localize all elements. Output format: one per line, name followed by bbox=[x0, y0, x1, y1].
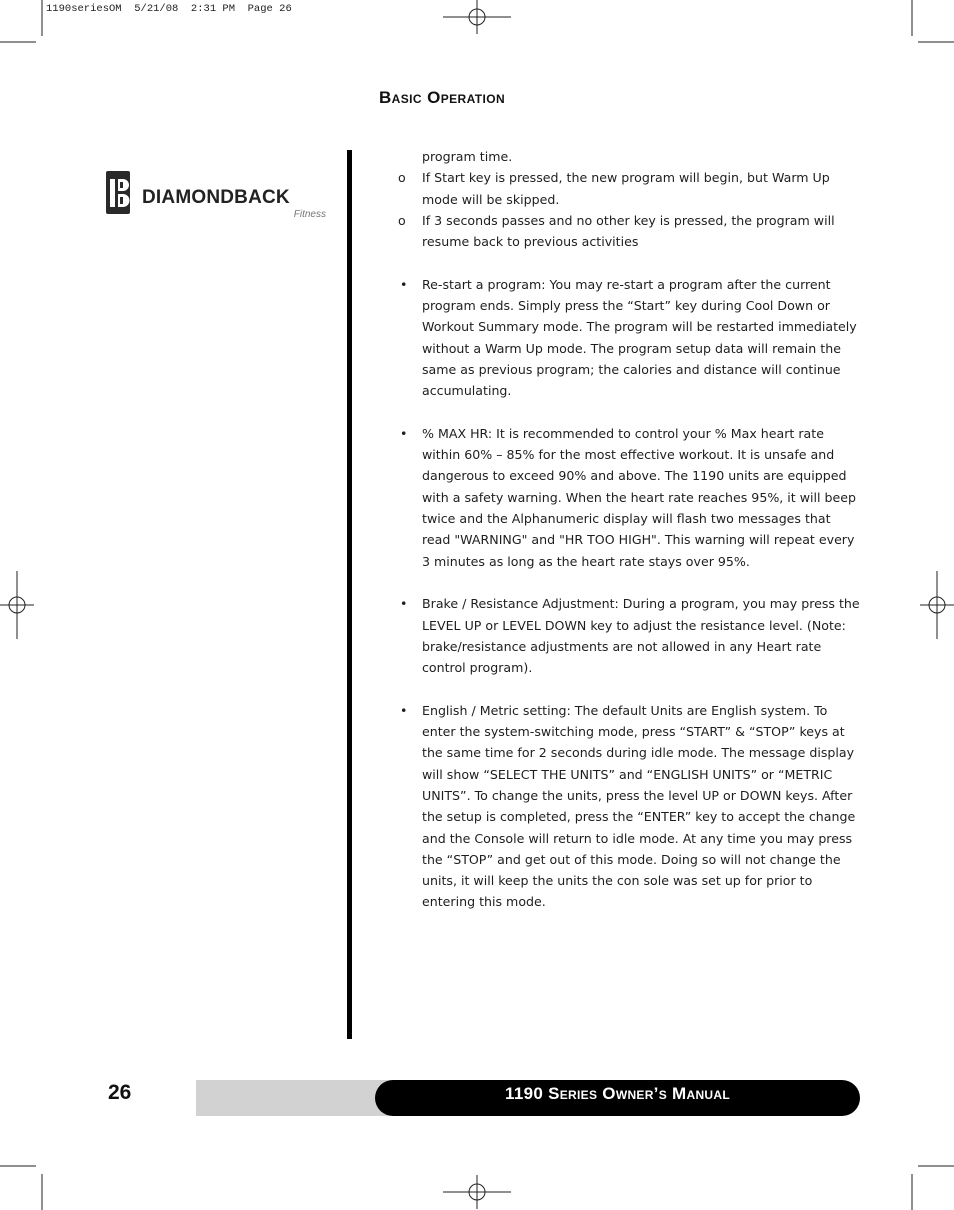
bullet-icon: • bbox=[400, 276, 408, 292]
continuation-text: program time. bbox=[422, 149, 513, 164]
vertical-divider bbox=[347, 150, 352, 1039]
list-item-text: Brake / Resistance Adjustment: During a program, you may press the LEVEL UP or LEVEL DOWN key to adjust the resistance level. (Note: brake/resistance adjustments are not allowed in any Heart rate control program). bbox=[422, 596, 860, 676]
list-item bbox=[398, 167, 862, 210]
logo-wordmark: DIAMONDBACK bbox=[142, 187, 290, 208]
logo-tagline: Fitness bbox=[293, 209, 326, 220]
list-item-text: English / Metric setting: The default Units are English system. To enter the system-switching mode, press “START” & “STOP” keys at the same time for 2 seconds during idle mode. The message display will show “SELECT THE UNITS” and “ENGLISH UNITS” or “METRIC UNITS”. To change the units, press the level UP or DOWN keys. After the setup is completed, press the “ENTER” key to accept the change and the Console will return to idle mode. At any time you may press the “STOP” and get out of this mode. Doing so will not change the units, it will keep the units the con sole was set up for prior to entering this mode. bbox=[422, 702, 856, 910]
section-title: Basic Operation bbox=[379, 88, 506, 107]
registration-mark-bottom bbox=[443, 1175, 511, 1209]
list-item-text: % MAX HR: It is recommended to control your % Max heart rate within 60% – 85% for the most effective workout. It is unsafe and dangerous to exceed 90% and above. The 1190 units are equipped with a safety warning. When the heart rate reaches 95%, it will beep twice and the Alphanumeric display will flash two messages that read "WARNING" and "HR TOO HIGH". This warning will repeat every 3 minutes as long as the heart rate stays over 95%. bbox=[422, 425, 857, 569]
circle-bullet-icon: o bbox=[398, 212, 406, 228]
list-item bbox=[400, 274, 862, 402]
print-slug: 1190seriesOM 5/21/08 2:31 PM Page 26 bbox=[46, 3, 292, 15]
list-item bbox=[400, 700, 862, 913]
registration-mark-left bbox=[0, 571, 34, 639]
bullet-icon: • bbox=[400, 702, 408, 718]
footer-grey-band bbox=[196, 1080, 396, 1116]
list-item-text: If Start key is pressed, the new program will begin, but Warm Up mode will be skipped. bbox=[422, 170, 830, 207]
list-item bbox=[400, 423, 862, 572]
list-item-text: If 3 seconds passes and no other key is pressed, the program will resume back to previous activities bbox=[422, 212, 835, 250]
diamondback-emblem-icon bbox=[106, 171, 132, 215]
bullet-icon: • bbox=[400, 596, 408, 612]
bullet-icon: • bbox=[400, 425, 408, 441]
registration-mark-right bbox=[920, 571, 954, 639]
list-item bbox=[400, 593, 862, 678]
circle-bullet-icon: o bbox=[398, 170, 406, 186]
footer-title-bar bbox=[375, 1080, 860, 1116]
page-number: 26 bbox=[108, 1081, 132, 1104]
list-item-text: Re-start a program: You may re-start a program after the current program ends. Simply press the “Start” key during Cool Down or Workout Summary mode. The program will be restarted immediately without a Warm Up mode. The program setup data will remain the same as previous program; the calories and distance will continue accumulating. bbox=[422, 276, 857, 399]
body-text bbox=[398, 146, 862, 913]
diamondback-logo bbox=[106, 170, 328, 220]
list-item bbox=[398, 210, 862, 253]
registration-mark-top bbox=[443, 0, 511, 34]
manual-title: 1190 Series Owner’s Manual bbox=[505, 1084, 730, 1103]
